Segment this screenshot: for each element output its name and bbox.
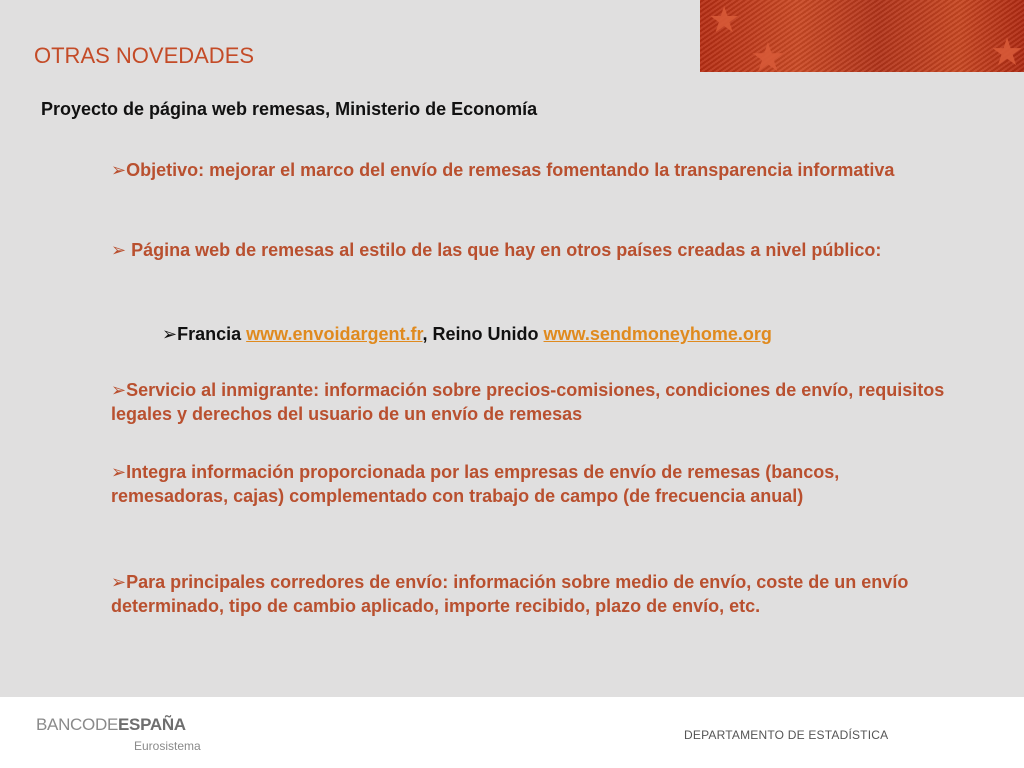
banco-de-espana-logo	[36, 715, 201, 753]
star-icon: ★	[990, 32, 1024, 74]
department-label: DEPARTAMENTO DE ESTADÍSTICA	[684, 728, 889, 742]
bullet-text: Página web de remesas al estilo de las que hay en otros países creadas a nivel público:	[126, 240, 882, 260]
arrow-bullet-icon: ➢	[111, 160, 127, 180]
star-icon: ★	[708, 0, 741, 40]
slide-subtitle: Proyecto de página web remesas, Ministerio de Economía	[41, 99, 538, 119]
bullet-examples	[162, 322, 982, 346]
decorative-banner-image	[700, 0, 1024, 80]
bullet-text: Objetivo: mejorar el marco del envío de remesas fomentando la transparencia informativa	[126, 160, 895, 180]
link-envoidargent[interactable]: www.envoidargent.fr	[246, 324, 423, 344]
bullet-text: Para principales corredores de envío: información sobre medio de envío, coste de un envío determinado, tipo de cambio aplicado, importe recibido, plazo de envío, etc.	[111, 572, 909, 616]
bullet-corridors	[111, 570, 931, 618]
arrow-bullet-icon: ➢	[111, 462, 127, 482]
country-separator: , Reino Unido	[422, 324, 539, 344]
bullet-integration	[111, 460, 951, 508]
bullet-text: Servicio al inmigrante: información sobre precios-comisiones, condiciones de envío, requisitos legales y derechos del usuario de un envío de remesas	[111, 380, 945, 424]
logo-wordmark: BANCODEESPAÑA	[36, 715, 186, 734]
star-icon: ★	[750, 36, 786, 80]
bullet-webpage	[111, 238, 981, 262]
arrow-bullet-icon: ➢	[111, 240, 127, 260]
slide-title: OTRAS NOVEDADES	[34, 43, 255, 68]
arrow-bullet-icon: ➢	[111, 380, 127, 400]
arrow-bullet-icon: ➢	[162, 324, 178, 344]
bullet-text: Integra información proporcionada por las empresas de envío de remesas (bancos, remesadoras, cajas) complementado con trabajo de campo (de frecuencia anual)	[111, 462, 840, 506]
footer	[0, 697, 1024, 768]
country-francia: Francia	[177, 324, 242, 344]
bullet-service	[111, 378, 981, 426]
logo-eurosistema: Eurosistema	[134, 739, 201, 753]
arrow-bullet-icon: ➢	[111, 572, 127, 592]
link-sendmoneyhome[interactable]: www.sendmoneyhome.org	[543, 324, 772, 344]
bullet-objective	[111, 158, 981, 182]
